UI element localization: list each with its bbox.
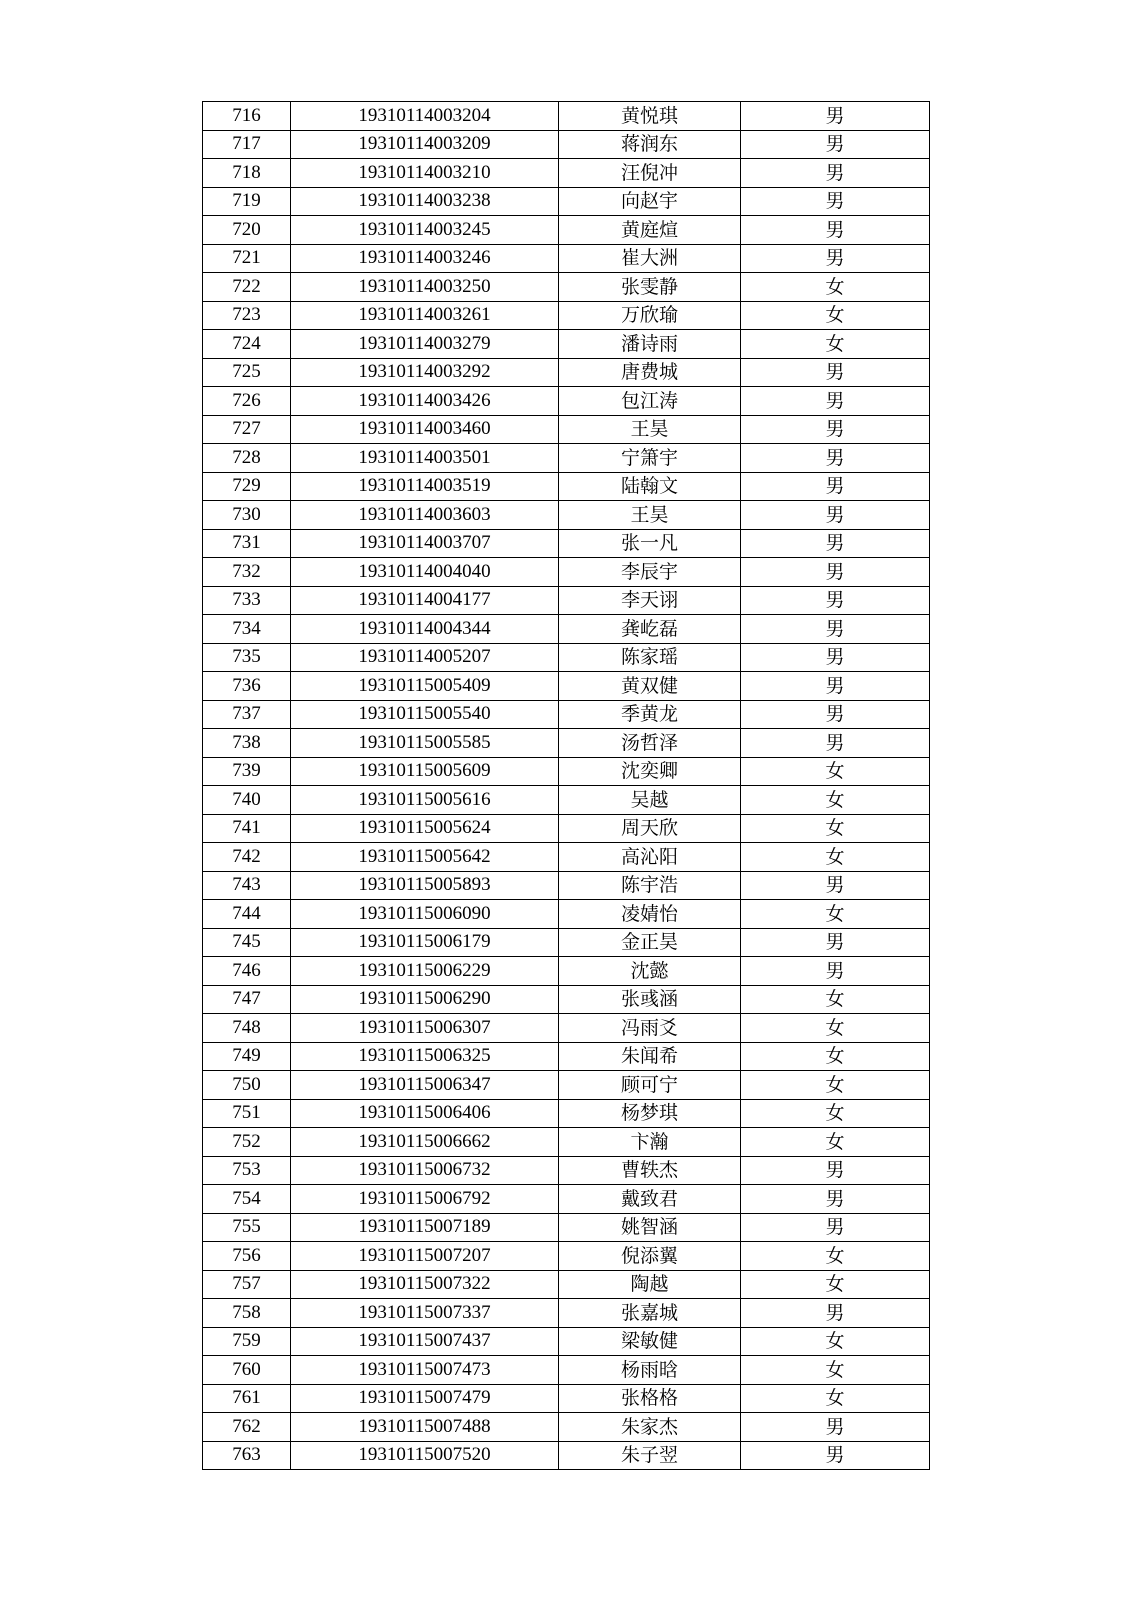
student-id-cell: 19310115006325	[291, 1042, 559, 1071]
table-row	[203, 273, 930, 302]
student-name-cell: 朱子翌	[559, 1441, 741, 1470]
table-row	[203, 700, 930, 729]
student-id-cell: 19310114003238	[291, 187, 559, 216]
student-id-cell: 19310114003292	[291, 358, 559, 387]
row-number-cell: 763	[203, 1441, 291, 1470]
table-row	[203, 102, 930, 131]
row-number-cell: 733	[203, 586, 291, 615]
table-row	[203, 187, 930, 216]
gender-cell: 男	[741, 729, 930, 758]
gender-cell: 女	[741, 757, 930, 786]
gender-cell: 男	[741, 102, 930, 131]
row-number-cell: 756	[203, 1242, 291, 1271]
student-name-cell: 姚智涵	[559, 1213, 741, 1242]
table-row	[203, 985, 930, 1014]
student-name-cell: 杨雨晗	[559, 1356, 741, 1385]
student-name-cell: 张彧涵	[559, 985, 741, 1014]
student-id-cell: 19310115007337	[291, 1299, 559, 1328]
student-name-cell: 高沁阳	[559, 843, 741, 872]
gender-cell: 男	[741, 387, 930, 416]
gender-cell: 男	[741, 1185, 930, 1214]
gender-cell: 男	[741, 472, 930, 501]
student-name-cell: 金正昊	[559, 928, 741, 957]
table-row	[203, 1270, 930, 1299]
student-id-cell: 19310114003245	[291, 216, 559, 245]
row-number-cell: 755	[203, 1213, 291, 1242]
student-name-cell: 冯雨爻	[559, 1014, 741, 1043]
table-row	[203, 1014, 930, 1043]
table-row	[203, 586, 930, 615]
gender-cell: 男	[741, 358, 930, 387]
student-id-cell: 19310114003209	[291, 130, 559, 159]
student-id-cell: 19310114003707	[291, 529, 559, 558]
row-number-cell: 750	[203, 1071, 291, 1100]
student-id-cell: 19310115005893	[291, 871, 559, 900]
student-id-cell: 19310115005540	[291, 700, 559, 729]
row-number-cell: 730	[203, 501, 291, 530]
table-row	[203, 1327, 930, 1356]
row-number-cell: 726	[203, 387, 291, 416]
student-name-cell: 凌婧怡	[559, 900, 741, 929]
student-name-cell: 宁箫宇	[559, 444, 741, 473]
row-number-cell: 741	[203, 814, 291, 843]
row-number-cell: 762	[203, 1413, 291, 1442]
gender-cell: 女	[741, 1242, 930, 1271]
student-id-cell: 19310114003519	[291, 472, 559, 501]
table-row	[203, 387, 930, 416]
student-id-cell: 19310115006347	[291, 1071, 559, 1100]
gender-cell: 男	[741, 187, 930, 216]
gender-cell: 男	[741, 558, 930, 587]
row-number-cell: 743	[203, 871, 291, 900]
table-row	[203, 900, 930, 929]
student-id-cell: 19310114005207	[291, 643, 559, 672]
table-row	[203, 1071, 930, 1100]
student-name-cell: 杨梦琪	[559, 1099, 741, 1128]
table-row	[203, 358, 930, 387]
student-name-cell: 沈奕卿	[559, 757, 741, 786]
student-id-cell: 19310114004177	[291, 586, 559, 615]
table-row	[203, 301, 930, 330]
student-id-cell: 19310115005642	[291, 843, 559, 872]
student-id-cell: 19310115006179	[291, 928, 559, 957]
gender-cell: 男	[741, 700, 930, 729]
student-id-cell: 19310115007488	[291, 1413, 559, 1442]
gender-cell: 男	[741, 1299, 930, 1328]
row-number-cell: 753	[203, 1156, 291, 1185]
student-name-cell: 卞瀚	[559, 1128, 741, 1157]
gender-cell: 女	[741, 900, 930, 929]
student-id-cell: 19310114003246	[291, 244, 559, 273]
gender-cell: 女	[741, 985, 930, 1014]
table-row	[203, 529, 930, 558]
student-id-cell: 19310115006732	[291, 1156, 559, 1185]
roster-table-body	[203, 102, 930, 1470]
row-number-cell: 751	[203, 1099, 291, 1128]
student-name-cell: 万欣瑜	[559, 301, 741, 330]
row-number-cell: 717	[203, 130, 291, 159]
gender-cell: 男	[741, 615, 930, 644]
table-row	[203, 843, 930, 872]
student-name-cell: 蒋润东	[559, 130, 741, 159]
table-row	[203, 159, 930, 188]
student-name-cell: 顾可宁	[559, 1071, 741, 1100]
gender-cell: 女	[741, 330, 930, 359]
table-row	[203, 1242, 930, 1271]
student-name-cell: 戴致君	[559, 1185, 741, 1214]
gender-cell: 男	[741, 159, 930, 188]
row-number-cell: 720	[203, 216, 291, 245]
student-name-cell: 朱闻希	[559, 1042, 741, 1071]
gender-cell: 男	[741, 871, 930, 900]
row-number-cell: 722	[203, 273, 291, 302]
row-number-cell: 745	[203, 928, 291, 957]
student-id-cell: 19310115005609	[291, 757, 559, 786]
student-id-cell: 19310115006792	[291, 1185, 559, 1214]
student-name-cell: 陈家瑶	[559, 643, 741, 672]
row-number-cell: 735	[203, 643, 291, 672]
row-number-cell: 729	[203, 472, 291, 501]
gender-cell: 女	[741, 301, 930, 330]
row-number-cell: 737	[203, 700, 291, 729]
row-number-cell: 728	[203, 444, 291, 473]
row-number-cell: 740	[203, 786, 291, 815]
table-row	[203, 643, 930, 672]
table-row	[203, 444, 930, 473]
table-row	[203, 1099, 930, 1128]
gender-cell: 男	[741, 244, 930, 273]
student-name-cell: 黄悦琪	[559, 102, 741, 131]
student-id-cell: 19310114003603	[291, 501, 559, 530]
row-number-cell: 724	[203, 330, 291, 359]
student-name-cell: 周天欣	[559, 814, 741, 843]
row-number-cell: 738	[203, 729, 291, 758]
table-row	[203, 1384, 930, 1413]
gender-cell: 男	[741, 501, 930, 530]
row-number-cell: 734	[203, 615, 291, 644]
student-name-cell: 包江涛	[559, 387, 741, 416]
student-id-cell: 19310115007473	[291, 1356, 559, 1385]
row-number-cell: 759	[203, 1327, 291, 1356]
table-row	[203, 672, 930, 701]
row-number-cell: 757	[203, 1270, 291, 1299]
row-number-cell: 746	[203, 957, 291, 986]
student-name-cell: 吴越	[559, 786, 741, 815]
student-name-cell: 张雯静	[559, 273, 741, 302]
table-row	[203, 814, 930, 843]
row-number-cell: 744	[203, 900, 291, 929]
student-name-cell: 陶越	[559, 1270, 741, 1299]
table-row	[203, 757, 930, 786]
student-name-cell: 龚屹磊	[559, 615, 741, 644]
student-id-cell: 19310114003426	[291, 387, 559, 416]
student-name-cell: 曹轶杰	[559, 1156, 741, 1185]
student-name-cell: 汤哲泽	[559, 729, 741, 758]
student-name-cell: 汪倪冲	[559, 159, 741, 188]
student-name-cell: 崔大洲	[559, 244, 741, 273]
table-row	[203, 871, 930, 900]
row-number-cell: 752	[203, 1128, 291, 1157]
student-id-cell: 19310114003279	[291, 330, 559, 359]
row-number-cell: 748	[203, 1014, 291, 1043]
table-row	[203, 1299, 930, 1328]
gender-cell: 女	[741, 1042, 930, 1071]
table-row	[203, 786, 930, 815]
gender-cell: 男	[741, 529, 930, 558]
gender-cell: 女	[741, 273, 930, 302]
row-number-cell: 747	[203, 985, 291, 1014]
gender-cell: 男	[741, 130, 930, 159]
gender-cell: 女	[741, 1384, 930, 1413]
gender-cell: 男	[741, 672, 930, 701]
student-name-cell: 王昊	[559, 415, 741, 444]
row-number-cell: 761	[203, 1384, 291, 1413]
table-row	[203, 957, 930, 986]
gender-cell: 男	[741, 1156, 930, 1185]
table-row	[203, 1128, 930, 1157]
row-number-cell: 749	[203, 1042, 291, 1071]
table-row	[203, 615, 930, 644]
row-number-cell: 736	[203, 672, 291, 701]
row-number-cell: 727	[203, 415, 291, 444]
table-row	[203, 1042, 930, 1071]
student-id-cell: 19310115005585	[291, 729, 559, 758]
student-id-cell: 19310115007479	[291, 1384, 559, 1413]
gender-cell: 女	[741, 1356, 930, 1385]
student-id-cell: 19310114003204	[291, 102, 559, 131]
row-number-cell: 758	[203, 1299, 291, 1328]
student-name-cell: 梁敏健	[559, 1327, 741, 1356]
student-id-cell: 19310114004040	[291, 558, 559, 587]
student-name-cell: 向赵宇	[559, 187, 741, 216]
table-row	[203, 130, 930, 159]
student-name-cell: 唐费城	[559, 358, 741, 387]
gender-cell: 女	[741, 1270, 930, 1299]
table-row	[203, 1156, 930, 1185]
gender-cell: 男	[741, 957, 930, 986]
student-name-cell: 张一凡	[559, 529, 741, 558]
table-row	[203, 472, 930, 501]
gender-cell: 男	[741, 1413, 930, 1442]
row-number-cell: 760	[203, 1356, 291, 1385]
student-id-cell: 19310114003250	[291, 273, 559, 302]
student-id-cell: 19310115006406	[291, 1099, 559, 1128]
student-id-cell: 19310115006290	[291, 985, 559, 1014]
student-id-cell: 19310115006307	[291, 1014, 559, 1043]
student-id-cell: 19310115007322	[291, 1270, 559, 1299]
gender-cell: 男	[741, 216, 930, 245]
student-name-cell: 黄双健	[559, 672, 741, 701]
student-id-cell: 19310114003261	[291, 301, 559, 330]
row-number-cell: 731	[203, 529, 291, 558]
student-name-cell: 张格格	[559, 1384, 741, 1413]
gender-cell: 女	[741, 1071, 930, 1100]
table-row	[203, 244, 930, 273]
student-id-cell: 19310115005624	[291, 814, 559, 843]
student-name-cell: 陆翰文	[559, 472, 741, 501]
student-id-cell: 19310114003501	[291, 444, 559, 473]
student-id-cell: 19310114003210	[291, 159, 559, 188]
gender-cell: 男	[741, 1213, 930, 1242]
student-id-cell: 19310114003460	[291, 415, 559, 444]
student-name-cell: 李天诩	[559, 586, 741, 615]
student-id-cell: 19310115006090	[291, 900, 559, 929]
student-id-cell: 19310115005616	[291, 786, 559, 815]
row-number-cell: 739	[203, 757, 291, 786]
table-row	[203, 1213, 930, 1242]
student-name-cell: 朱家杰	[559, 1413, 741, 1442]
gender-cell: 女	[741, 1327, 930, 1356]
student-id-cell: 19310114004344	[291, 615, 559, 644]
student-name-cell: 沈懿	[559, 957, 741, 986]
student-name-cell: 李辰宇	[559, 558, 741, 587]
student-id-cell: 19310115007437	[291, 1327, 559, 1356]
student-id-cell: 19310115007189	[291, 1213, 559, 1242]
student-name-cell: 季黄龙	[559, 700, 741, 729]
roster-table	[202, 101, 930, 1470]
student-name-cell: 黄庭煊	[559, 216, 741, 245]
gender-cell: 男	[741, 643, 930, 672]
gender-cell: 女	[741, 1014, 930, 1043]
row-number-cell: 732	[203, 558, 291, 587]
table-row	[203, 216, 930, 245]
row-number-cell: 716	[203, 102, 291, 131]
gender-cell: 男	[741, 415, 930, 444]
table-row	[203, 1413, 930, 1442]
table-row	[203, 558, 930, 587]
row-number-cell: 721	[203, 244, 291, 273]
gender-cell: 女	[741, 814, 930, 843]
student-name-cell: 潘诗雨	[559, 330, 741, 359]
student-name-cell: 陈宇浩	[559, 871, 741, 900]
table-row	[203, 330, 930, 359]
table-row	[203, 501, 930, 530]
gender-cell: 女	[741, 1099, 930, 1128]
row-number-cell: 754	[203, 1185, 291, 1214]
row-number-cell: 719	[203, 187, 291, 216]
student-name-cell: 倪添翼	[559, 1242, 741, 1271]
row-number-cell: 723	[203, 301, 291, 330]
student-id-cell: 19310115006229	[291, 957, 559, 986]
gender-cell: 女	[741, 843, 930, 872]
gender-cell: 女	[741, 786, 930, 815]
gender-cell: 男	[741, 444, 930, 473]
table-row	[203, 729, 930, 758]
row-number-cell: 725	[203, 358, 291, 387]
student-id-cell: 19310115005409	[291, 672, 559, 701]
table-row	[203, 1356, 930, 1385]
gender-cell: 男	[741, 928, 930, 957]
table-row	[203, 1185, 930, 1214]
student-id-cell: 19310115007520	[291, 1441, 559, 1470]
student-id-cell: 19310115006662	[291, 1128, 559, 1157]
student-name-cell: 王昊	[559, 501, 741, 530]
gender-cell: 男	[741, 586, 930, 615]
table-row	[203, 928, 930, 957]
student-id-cell: 19310115007207	[291, 1242, 559, 1271]
table-row	[203, 415, 930, 444]
student-name-cell: 张嘉城	[559, 1299, 741, 1328]
gender-cell: 女	[741, 1128, 930, 1157]
row-number-cell: 742	[203, 843, 291, 872]
row-number-cell: 718	[203, 159, 291, 188]
table-row	[203, 1441, 930, 1470]
gender-cell: 男	[741, 1441, 930, 1470]
